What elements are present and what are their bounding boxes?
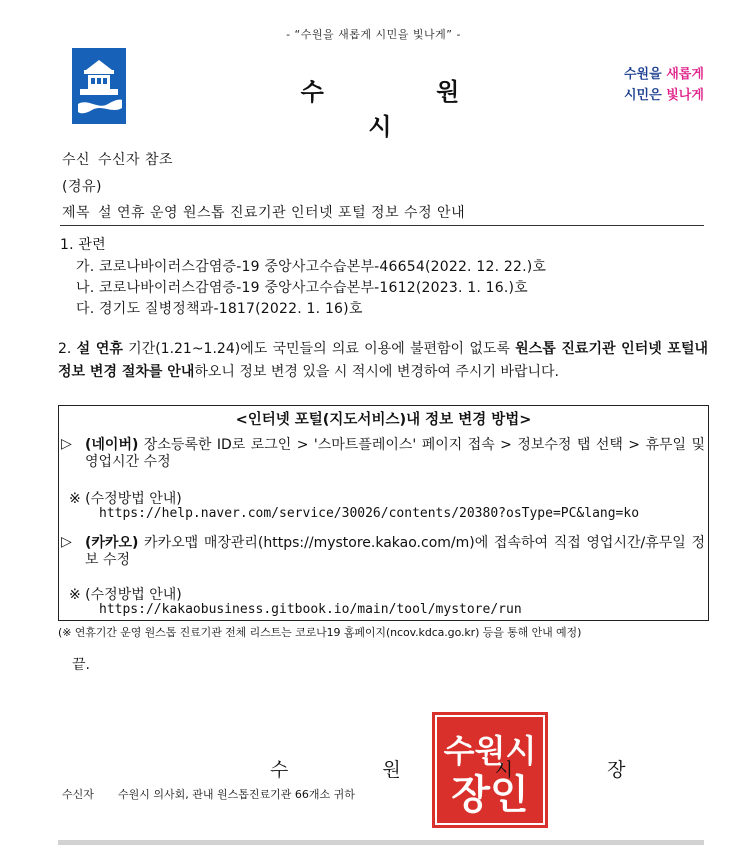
naver-instructions xyxy=(85,437,705,471)
naver-bullet-icon: ▷ xyxy=(61,436,72,452)
body-paragraph xyxy=(58,338,708,384)
info-box xyxy=(58,405,709,621)
naver-text: 장소등록한 ID로 로그인 > '스마트플레이스' 페이지 접속 > 정보수정 탭 선택 > 휴무일 및 영업시간 수정 xyxy=(85,437,705,470)
info-box-title: <인터넷 포털(지도서비스)내 정보 변경 방법> xyxy=(235,412,532,428)
footnote: (※ 연휴기간 운영 원스톱 진료기관 전체 리스트는 코로나19 홈페이지(ncov.kdca.go.kr) 등을 통해 안내 예정) xyxy=(58,626,582,639)
suwon-city-emblem-icon xyxy=(72,48,126,124)
seal-text-1: 수원시 xyxy=(443,732,537,770)
end-mark: 끝. xyxy=(72,657,90,673)
kakao-label: (카카오) xyxy=(85,535,139,551)
body-number: 2. xyxy=(58,341,72,357)
body-text-1: 기간(1.21~1.24)에도 국민들의 의료 이용에 불편함이 없도록 xyxy=(122,341,516,357)
kakao-text: 카카오맵 매장관리(https://mystore.kakao.com/m)에 접속하여 직접 영업시간/휴무일 정보 수정 xyxy=(85,535,705,568)
naver-note: ※ (수정방법 안내) xyxy=(69,491,182,507)
recipients-label: 수신자 xyxy=(62,788,94,801)
body-bold-1: 설 연휴 xyxy=(76,341,123,357)
body-text-2: 하오니 정보 변경 있을 시 적시에 변경하여 주시기 바랍니다. xyxy=(194,364,559,380)
related-item-3: 다. 경기도 질병정책과-1817(2022. 1. 16)호 xyxy=(76,301,363,317)
via-row: (경유) xyxy=(62,179,102,195)
slogan-logo-highlight-2: 빛나게 xyxy=(666,88,704,103)
organization-title: 수 원 시 xyxy=(300,78,512,141)
recipients-row xyxy=(62,786,355,802)
recipients-value: 수원시 의사회, 관내 원스톱진료기관 66개소 귀하 xyxy=(118,788,355,801)
body-bold-2: 원스톱 진료기관 인터넷 포털내 정보 변경 절차를 안내 xyxy=(58,341,709,380)
related-heading: 1. 관련 xyxy=(60,237,106,253)
naver-guide-link[interactable]: https://help.naver.com/service/30026/contents/20380?osType=PC&lang=ko xyxy=(99,506,640,521)
kakao-note: ※ (수정방법 안내) xyxy=(69,587,182,603)
kakao-guide-link[interactable]: https://kakaobusiness.gitbook.io/main/tool/mystore/run xyxy=(99,602,522,617)
recipient-value: 수신자 참조 xyxy=(98,152,174,168)
seal-text-2: 장인 xyxy=(451,772,529,818)
signatory-name: 수 원 시 장 xyxy=(270,759,670,781)
subject-label: 제목 xyxy=(62,205,91,221)
kakao-bullet-icon: ▷ xyxy=(61,534,72,550)
related-item-1: 가. 코로나바이러스감염증-19 중앙사고수습본부-46654(2022. 12. 22.)호 xyxy=(76,259,547,275)
slogan-logo xyxy=(624,64,704,106)
kakao-instructions xyxy=(85,535,705,569)
top-slogan: - “수원을 새롭게 시민을 빛나게” - xyxy=(286,28,461,41)
bottom-divider xyxy=(58,840,704,845)
subject-value: 설 연휴 운영 원스톱 진료기관 인터넷 포털 정보 수정 안내 xyxy=(98,205,466,221)
slogan-logo-text-1: 수원을 xyxy=(624,67,667,82)
related-item-2: 나. 코로나바이러스감염증-19 중앙사고수습본부-1612(2023. 1. 16.)호 xyxy=(76,280,528,296)
subject-row xyxy=(62,202,465,222)
recipient-label: 수신 xyxy=(62,152,91,168)
slogan-logo-highlight-1: 새롭게 xyxy=(666,67,704,82)
subject-divider xyxy=(60,225,704,226)
naver-label: (네이버) xyxy=(85,437,139,453)
slogan-logo-text-2: 시민은 xyxy=(624,88,667,103)
recipient-row xyxy=(62,149,173,169)
